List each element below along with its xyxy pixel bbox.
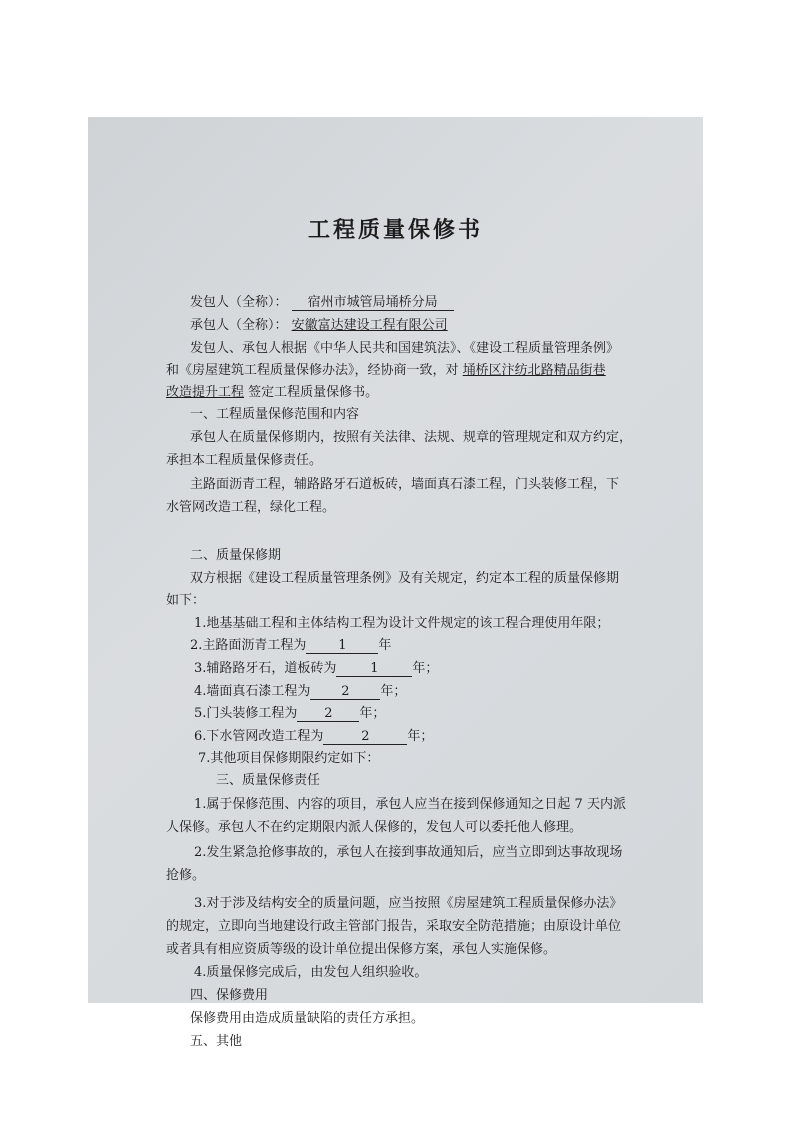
item-unit: 年； [407,729,434,744]
section-heading: 一、工程质量保修范围和内容 [190,407,360,422]
paragraph-line: 的规定，立即向当地建设行政主管部门报告，采取安全防范措施；由原设计单位 [166,919,622,934]
document-page [88,117,703,1003]
employer-label: 发包人（全称）： [190,295,288,310]
paragraph-line: 抢修。 [166,868,206,883]
item-unit: 年； [412,661,439,676]
section-heading: 三、质量保修责任 [216,773,321,788]
fill-value: 1 [336,662,412,677]
paragraph-line: 4.质量保修完成后，由发包人组织验收。 [194,965,428,980]
project-name: 改造提升工程 [166,385,245,400]
item-unit: 年 [378,638,392,653]
contractor-line [190,318,448,334]
intro-text: 签定工程质量保修书。 [248,385,379,400]
employer-name: 宿州市城管局埇桥分局 [292,296,454,311]
item-label: 4.墙面真石漆工程为 [194,684,311,699]
paragraph-line: 主路面沥青工程，辅路路牙石道板砖，墙面真石漆工程，门头装修工程，下 [190,477,620,492]
paragraph-line: 水管网改造工程，绿化工程。 [166,500,336,515]
fill-value: 1 [306,639,378,654]
contractor-label: 承包人（全称）： [190,318,288,333]
intro-text: 和《房屋建筑工程质量保修办法》，经协商一致，对 [166,363,459,378]
item-label: 2.主路面沥青工程为 [190,638,307,653]
item-label: 3.辅路路牙石，道板砖为 [194,661,337,676]
section-heading: 二、质量保修期 [190,548,282,563]
paragraph-line: 人保修。承包人不在约定期限内派人保修的，发包人可以委托他人修理。 [166,820,583,835]
list-item [194,729,433,745]
paragraph-line: 承包人在质量保修期内，按照有关法律、法规、规章的管理规定和双方约定， [190,430,633,445]
document-title: 工程质量保修书 [307,218,483,243]
list-item [194,706,385,722]
project-name: 埇桥区汴纺北路精品街巷 [462,363,606,378]
employer-line [190,295,454,311]
intro-line [166,385,378,401]
paragraph-line: 如下： [166,593,206,608]
item-unit: 年； [359,706,386,721]
paragraph-line: 1.属于保修范围、内容的项目，承包人应当在接到保修通知之日起 7 天内派 [194,797,626,812]
intro-line [166,363,606,379]
paragraph-line: 或者具有相应资质等级的设计单位提出保修方案，承包人实施保修。 [166,942,557,957]
list-item [194,661,438,677]
paragraph-line: 2.发生紧急抢修事故的，承包人在接到事故通知后，应当立即到达事故现场 [194,845,623,860]
list-item [190,638,391,654]
section-heading: 五、其他 [190,1034,243,1049]
paragraph-line: 保修费用由造成质量缺陷的责任方承担。 [190,1011,425,1026]
intro-line: 发包人、承包人根据《中华人民共和国建筑法》、《建设工程质量管理条例》 [190,341,620,356]
fill-value: 2 [310,685,380,700]
item-label: 5.门头装修工程为 [194,706,298,721]
list-item: 7.其他项目保修期限约定如下： [198,751,380,766]
item-label: 6.下水管网改造工程为 [194,729,324,744]
paragraph-line: 3.对于涉及结构安全的质量问题，应当按照《房屋建筑工程质量保修办法》 [194,896,623,911]
fill-value: 2 [297,707,359,722]
paragraph-line: 双方根据《建设工程质量管理条例》及有关规定，约定本工程的质量保修期 [190,571,620,586]
section-heading: 四、保修费用 [190,988,269,1003]
contractor-name: 安徽富达建设工程有限公司 [291,318,448,333]
fill-value: 2 [323,730,407,745]
list-item [194,684,406,700]
item-unit: 年； [380,684,407,699]
paragraph-line: 承担本工程质量保修责任。 [166,453,323,468]
list-item: 1.地基基础工程和主体结构工程为设计文件规定的该工程合理使用年限； [194,616,610,631]
